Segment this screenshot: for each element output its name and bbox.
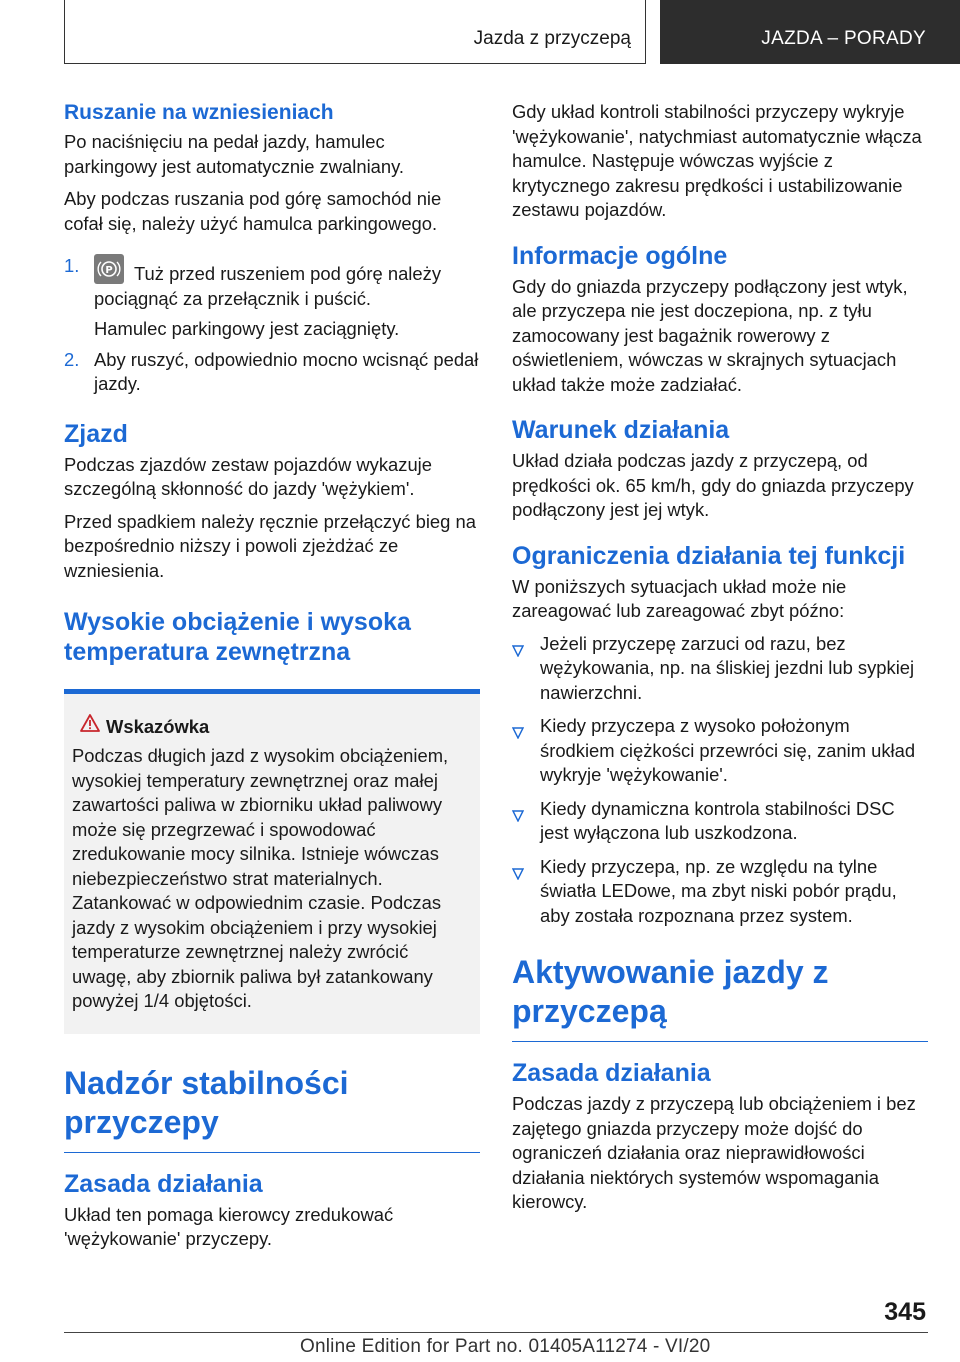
- paragraph: Gdy do gniazda przyczepy podłączony jest wtyk, ale przyczepa nie jest doczepiona, np. z tyłu zamocowany jest bagażnik rowerowy z oświetleniem, wówczas w skrajnych sytuacjach układ także może zadziałać.: [512, 275, 908, 395]
- paragraph: Podczas jazdy z przyczepą lub obciążeniem i bez zajętego gniazda przyczepy może dojść do ograniczeń działania oraz nieprawidłowości działania niektórych systemów wspomagania kierowcy.: [512, 1093, 916, 1212]
- left-column: [64, 100, 480, 1260]
- step-number: 2.: [64, 348, 80, 370]
- step-number: 1.: [64, 255, 80, 276]
- step-2: [64, 348, 480, 397]
- paragraph: Układ ten pomaga kierowcy zredukować 'wężykowanie' przyczepy.: [64, 1203, 394, 1249]
- step-text: Aby ruszyć, odpowiednio mocno wcisnąć pedał jazdy.: [94, 348, 479, 394]
- svg-text:P: P: [105, 265, 113, 276]
- header-section-title: Jazda z przyczepą: [473, 28, 631, 49]
- header-chapter-title: JAZDA – PORADY: [761, 28, 926, 49]
- heading-principle: Zasada działania: [512, 1059, 711, 1087]
- triangle-bullet-icon: [512, 721, 524, 746]
- paragraph: Podczas zjazdów zestaw pojazdów wykazuje szczególną skłonność do jazdy 'wężykiem'.: [64, 453, 432, 499]
- footer-edition: Online Edition for Part no. 01405A11274 - VI/20: [300, 1336, 711, 1357]
- list-item: Kiedy dynamiczna kontrola stabilności DSC jest wyłączona lub uszkodzona.: [512, 797, 928, 846]
- heading-high-load: Wysokie obciążenie i wysoka temperatura zewnętrzna: [64, 608, 411, 666]
- right-column: [512, 100, 928, 1223]
- heading-limits: Ograniczenia działania tej funkcji: [512, 541, 906, 570]
- triangle-bullet-icon: [512, 639, 524, 664]
- list-item: Kiedy przyczepa, np. ze względu na tylne światła LEDowe, ma zbyt niski pobór prądu, aby została rozpoznana przez system.: [512, 855, 928, 929]
- notice-box: [64, 689, 480, 1034]
- heading-trailer-stability: Nadzór stabilności przyczepy: [64, 1064, 480, 1153]
- step-note: Hamulec parkingowy jest zaciągnięty.: [94, 318, 400, 339]
- list-item: Jeżeli przyczepę zarzuci od razu, bez wężykowania, np. na śliskiej jezdni lub sypkiej nawierzchni.: [512, 632, 928, 706]
- header-section: [64, 0, 646, 64]
- heading-general-info: Informacje ogólne: [512, 241, 728, 270]
- heading-downhill: Zjazd: [64, 419, 128, 448]
- heading-starting-uphill: Ruszanie na wzniesieniach: [64, 101, 334, 124]
- step-1: [64, 254, 480, 342]
- warning-icon: [80, 714, 100, 737]
- footer-divider: [64, 1332, 928, 1333]
- step-text: Tuż przed ruszeniem pod górę należy pociągnąć za przełącznik i puścić.: [94, 263, 442, 309]
- paragraph: Układ działa podczas jazdy z przyczepą, od prędkości ok. 65 km/h, gdy do gniazda przyczepy podłączony jest jej wtyk.: [512, 450, 914, 520]
- paragraph: Gdy układ kontroli stabilności przyczepy wykryje 'wężykowanie', natychmiast automatycznie włącza hamulce. Następuje wówczas wyjście z krytycznego zakresu prędkości i ustabilizowanie zestawu pojazdów.: [512, 101, 922, 220]
- paragraph: Przed spadkiem należy ręcznie przełączyć bieg na bezpośrednio niższy i powoli zjeżdżać ze wzniesienia.: [64, 510, 476, 581]
- heading-activate-trailer-mode: Aktywowanie jazdy z przyczepą: [512, 953, 928, 1042]
- heading-principle: Zasada działania: [64, 1169, 263, 1198]
- notice-title: Wskazówka: [72, 716, 472, 738]
- paragraph: Aby podczas ruszania pod górę samochód nie cofał się, należy użyć hamulca parkingowego.: [64, 188, 442, 234]
- notice-text: Podczas długich jazd z wysokim obciążeniem, wysokiej temperatury zewnętrznej oraz małej zawartości paliwa w zbiorniku układ paliwowy może się przegrzewać i spowodować zredukowanie mocy silnika. Istnieje wówczas niebezpieczeństwo strat materialnych. Zatankować w odpowiednim czasie. Podczas jazdy z wysokim obciążeniem i przy wysokiej temperaturze zewnętrznej należy zwrócić uwagę, aby zbiornik paliwa był zatankowany powyżej 1/4 objętości.: [72, 745, 449, 1011]
- paragraph: Po naciśnięciu na pedał jazdy, hamulec parkingowy jest automatycznie zwalniany.: [64, 131, 405, 177]
- paragraph: W poniższych sytuacjach układ może nie zareagować lub zareagować zbyt późno:: [512, 575, 847, 621]
- list-item: Kiedy przyczepa z wysoko położonym środkiem ciężkości przewróci się, zanim układ wykryje 'wężykowanie'.: [512, 714, 928, 788]
- triangle-bullet-icon: [512, 862, 524, 887]
- header-chapter: [660, 0, 960, 64]
- triangle-bullet-icon: [512, 804, 524, 829]
- page-number: 345: [884, 1298, 926, 1326]
- heading-operating-condition: Warunek działania: [512, 416, 730, 444]
- parking-brake-icon: [94, 254, 124, 284]
